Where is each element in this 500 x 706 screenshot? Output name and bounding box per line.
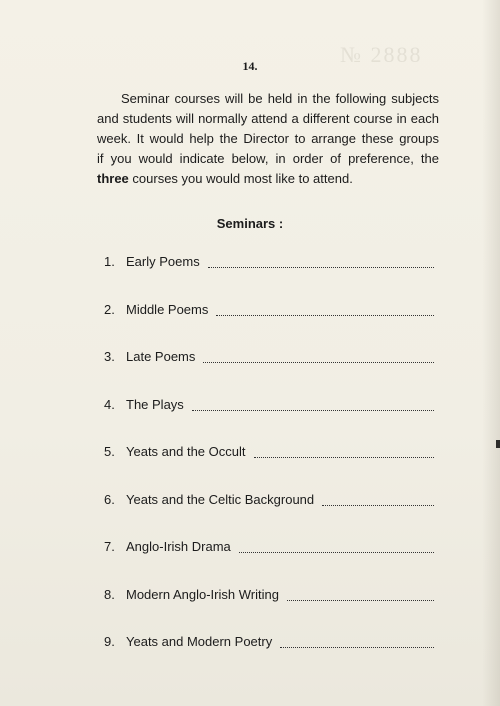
binding-staple-mark xyxy=(496,440,500,448)
emphasis-three: three xyxy=(97,171,129,186)
seminar-item xyxy=(104,253,436,301)
preference-fill-line[interactable] xyxy=(216,301,434,316)
seminar-number: 9. xyxy=(104,634,115,649)
seminar-number: 8. xyxy=(104,586,115,602)
preference-fill-line[interactable] xyxy=(192,396,434,411)
seminar-number: 2. xyxy=(104,301,115,317)
seminar-number: 6. xyxy=(104,491,115,507)
intro-line xyxy=(97,169,439,189)
preference-fill-line[interactable] xyxy=(203,348,434,363)
preference-fill-line[interactable] xyxy=(239,538,434,553)
intro-line: week. It would help the Director to arrange these groups xyxy=(97,131,439,146)
seminar-item xyxy=(104,348,436,396)
preference-fill-line[interactable] xyxy=(322,491,434,506)
seminars-heading: Seminars : xyxy=(216,216,284,231)
seminar-item xyxy=(104,491,436,539)
seminar-item xyxy=(104,633,436,681)
seminar-title: Yeats and Modern Poetry xyxy=(126,634,273,649)
seminar-title: Modern Anglo-Irish Writing xyxy=(126,586,279,602)
seminar-title: Early Poems xyxy=(126,254,200,269)
show-through-text: № 2888 xyxy=(340,42,423,67)
intro-line-tail: courses you would most like to attend. xyxy=(128,171,353,186)
intro-line: and students will normally attend a different course in each xyxy=(97,111,439,126)
preference-fill-line[interactable] xyxy=(287,586,434,601)
seminar-title: Late Poems xyxy=(126,349,196,364)
seminar-item xyxy=(104,301,436,349)
seminar-title: Yeats and the Occult xyxy=(126,444,246,459)
seminar-list xyxy=(104,253,436,681)
seminar-title: Anglo-Irish Drama xyxy=(126,539,231,554)
seminar-number: 3. xyxy=(104,349,115,364)
seminar-title: The Plays xyxy=(126,396,184,412)
seminar-item xyxy=(104,538,436,586)
preference-fill-line[interactable] xyxy=(280,633,434,648)
seminar-number: 7. xyxy=(104,539,115,554)
intro-paragraph xyxy=(97,89,439,189)
preference-fill-line[interactable] xyxy=(254,443,435,458)
seminar-title: Yeats and the Celtic Background xyxy=(126,491,315,507)
preference-fill-line[interactable] xyxy=(208,253,434,268)
seminar-number: 5. xyxy=(104,444,115,459)
seminar-number: 4. xyxy=(104,396,115,412)
seminar-number: 1. xyxy=(104,254,115,269)
seminar-item xyxy=(104,586,436,634)
intro-line: Seminar courses will be held in the following subjects xyxy=(121,91,439,106)
seminar-title: Middle Poems xyxy=(126,301,209,317)
page-number: 14. xyxy=(242,59,258,73)
seminar-item xyxy=(104,443,436,491)
seminar-item xyxy=(104,396,436,444)
intro-line: if you would indicate below, in order of preference, the xyxy=(97,151,439,166)
